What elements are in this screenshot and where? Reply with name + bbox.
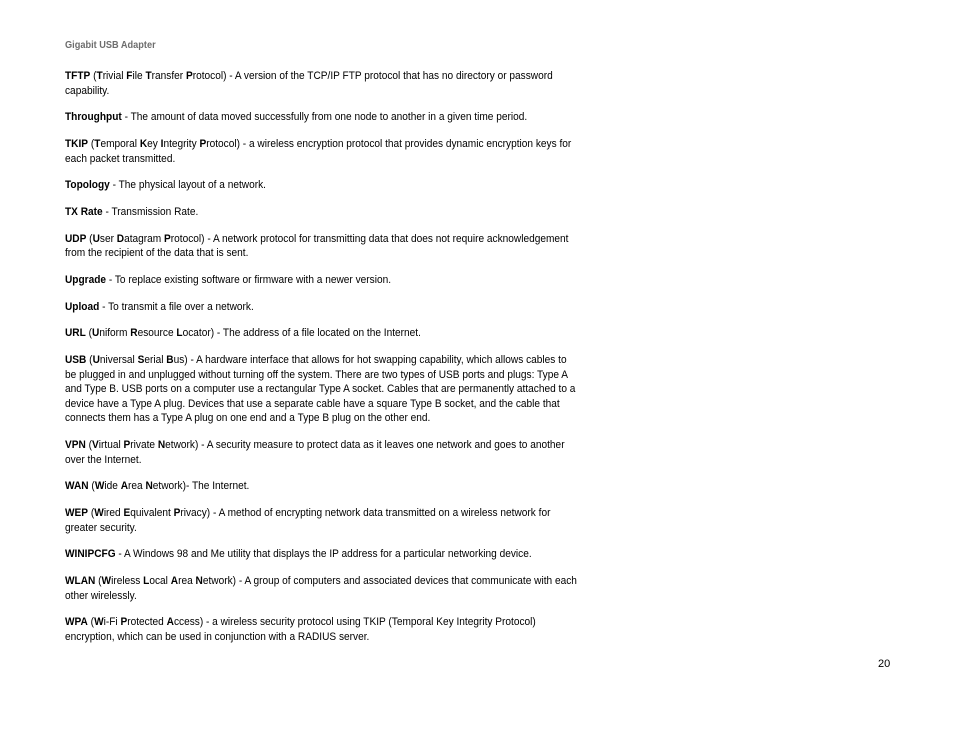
glossary-term-run: U <box>92 353 100 366</box>
glossary-term-run: N <box>157 439 166 452</box>
glossary-term-run: U <box>92 232 100 245</box>
glossary-text-run: rotected <box>127 616 167 629</box>
glossary-text-run: - A Windows 98 and Me utility that displays the IP address for a particular networking device. <box>115 548 532 561</box>
glossary-text-run: atagram <box>124 232 165 245</box>
glossary-entry <box>65 506 580 535</box>
glossary-text-run: - The amount of data moved successfully from one node to another in a given time period. <box>121 111 528 124</box>
glossary-term-run: F <box>126 70 133 82</box>
glossary-term-run: WPA <box>65 616 88 629</box>
glossary-text-run: ( <box>85 327 92 340</box>
glossary-term-run: TFTP <box>65 70 91 82</box>
glossary-text-run: ( <box>90 70 97 82</box>
glossary-text-run: - The physical layout of a network. <box>109 179 266 192</box>
glossary-term-run: W <box>94 616 104 629</box>
glossary-term-run: TKIP <box>65 137 89 150</box>
glossary-term-run: W <box>94 507 104 519</box>
glossary-term-run: WAN <box>65 480 89 493</box>
glossary-text-run: rea <box>128 480 146 493</box>
glossary-text-run: ser <box>99 232 117 245</box>
glossary-text-run: rivial <box>102 70 127 82</box>
glossary-term-run: P <box>185 70 193 82</box>
glossary-entry <box>65 547 580 562</box>
glossary-term-run: I <box>160 137 164 150</box>
glossary-text-run: - To replace existing software or firmware with a newer version. <box>106 273 392 286</box>
glossary-text-run: rotocol) - a wireless encryption protocol that provides dynamic encryption keys for each packet transmitted. <box>65 137 572 165</box>
glossary-term-run: T <box>96 70 103 82</box>
glossary-text-run: ( <box>88 137 95 150</box>
glossary-text-run: ocator) - The address of a file located on the Internet. <box>182 327 421 340</box>
glossary-term-run: URL <box>65 327 86 340</box>
glossary-entry <box>65 353 580 426</box>
glossary-entry <box>65 273 580 288</box>
glossary-term-run: U <box>91 327 100 340</box>
glossary-term-run: P <box>199 137 207 150</box>
glossary-text-run: irtual <box>98 439 124 452</box>
glossary-term-run: R <box>130 327 138 340</box>
glossary-term-run: Upload <box>65 300 100 313</box>
glossary-text-run: ransfer <box>151 70 186 82</box>
glossary-text-run: ( <box>85 439 93 452</box>
glossary-entry <box>65 574 580 603</box>
glossary-text-run: rotocol) - A network protocol for transmitting data that does not require acknowledgement from the recipient of the data that is sent. <box>65 232 569 260</box>
glossary-term-run: T <box>94 137 101 150</box>
glossary-term-run: K <box>139 137 148 150</box>
glossary-entry <box>65 300 580 315</box>
glossary-term-run: N <box>145 480 153 493</box>
glossary-term-run: WINIPCFG <box>65 548 116 561</box>
glossary-term-run: Topology <box>65 179 110 192</box>
glossary-term-run: V <box>92 439 99 452</box>
glossary-text-run: niform <box>99 327 131 340</box>
glossary-text-run: rivate <box>130 439 158 452</box>
glossary-term-run: A <box>120 480 129 493</box>
glossary-term-run: WEP <box>65 507 89 519</box>
glossary-text-run: ( <box>95 574 102 587</box>
glossary-term-run: Upgrade <box>65 273 107 286</box>
glossary-text-run: ocal <box>149 574 171 587</box>
glossary-text-run: ccess) - a wireless security protocol using TKIP (Temporal Key Integrity Protocol) encryption, which can be used in conjunction with a RADIUS server. <box>65 616 536 643</box>
glossary-list <box>65 69 580 657</box>
glossary-term-run: L <box>176 327 183 340</box>
glossary-text-run: rea <box>178 574 196 587</box>
glossary-term-run: E <box>123 507 131 519</box>
glossary-text-run: ( <box>88 507 95 519</box>
document-header: Gigabit USB Adapter <box>65 40 156 51</box>
glossary-term-run: P <box>120 616 128 629</box>
glossary-text-run: us) - A hardware interface that allows for hot swapping capability, which allows cables to be plugged in and unplugged without turning off the system. There are two types of USB ports and plugs: Type A and Type B. USB ports on a computer use a rectangular Type A socket. Cables that are permanently attached to a device have a Type A plug. Devices that use a separate cable have a square Type B socket, and the cable that connects them has a Type A plug on one end and a Type B plug on the other end. <box>65 353 576 425</box>
glossary-text-run: ntegrity <box>163 137 200 150</box>
glossary-entry <box>65 137 580 166</box>
glossary-term-run: A <box>170 574 179 587</box>
glossary-text-run: esource <box>137 327 177 340</box>
glossary-text-run: i-Fi <box>103 616 121 629</box>
glossary-text-run: erial <box>144 353 167 366</box>
glossary-term-run: TX Rate <box>65 205 103 218</box>
glossary-entry <box>65 326 580 341</box>
glossary-entry <box>65 69 580 98</box>
glossary-text-run: emporal <box>100 137 140 150</box>
glossary-entry <box>65 205 580 220</box>
glossary-term-run: N <box>195 574 203 587</box>
glossary-entry <box>65 110 580 125</box>
glossary-text-run: ( <box>87 616 95 629</box>
glossary-entry <box>65 178 580 193</box>
glossary-term-run: D <box>116 232 125 245</box>
glossary-term-run: Throughput <box>65 111 122 124</box>
glossary-text-run: ireless <box>111 574 144 587</box>
glossary-term-run: S <box>137 353 145 366</box>
glossary-entry <box>65 479 580 494</box>
glossary-text-run: - Transmission Rate. <box>102 205 199 218</box>
glossary-term-run: WLAN <box>65 574 96 587</box>
glossary-text-run: ( <box>86 232 93 245</box>
glossary-term-run: VPN <box>65 439 86 452</box>
glossary-text-run: ( <box>88 480 95 493</box>
glossary-text-run: ired <box>103 507 124 519</box>
glossary-term-run: W <box>101 574 112 587</box>
glossary-text-run: rotocol) - A version of the TCP/IP FTP protocol that has no directory or password capability. <box>65 70 553 97</box>
glossary-term-run: USB <box>65 353 87 366</box>
glossary-term-run: W <box>94 480 105 493</box>
glossary-term-run: L <box>143 574 150 587</box>
glossary-term-run: B <box>166 353 174 366</box>
glossary-term-run: T <box>145 70 152 82</box>
glossary-text-run: quivalent <box>130 507 174 519</box>
glossary-entry <box>65 232 580 261</box>
glossary-entry <box>65 615 580 644</box>
glossary-text-run: - To transmit a file over a network. <box>99 300 254 313</box>
glossary-text-run: ide <box>104 480 121 493</box>
glossary-text-run: ile <box>132 70 146 82</box>
glossary-text-run: etwork) - A security measure to protect data as it leaves one network and goes to another over the Internet. <box>65 439 565 466</box>
glossary-text-run: etwork) - A group of computers and associated devices that communicate with each other wirelessly. <box>65 574 577 602</box>
glossary-term-run: P <box>164 232 171 245</box>
page-number: 20 <box>878 658 891 670</box>
glossary-text-run: ( <box>86 353 93 366</box>
glossary-term-run: P <box>173 507 181 519</box>
glossary-term-run: A <box>166 616 174 629</box>
glossary-term-run: P <box>123 439 131 452</box>
glossary-text-run: rivacy) - A method of encrypting network data transmitted on a wireless network for greater security. <box>65 507 551 534</box>
glossary-text-run: niversal <box>99 353 138 366</box>
glossary-entry <box>65 438 580 467</box>
glossary-text-run: etwork)- The Internet. <box>152 480 250 493</box>
glossary-term-run: UDP <box>65 232 87 245</box>
glossary-text-run: ey <box>147 137 161 150</box>
